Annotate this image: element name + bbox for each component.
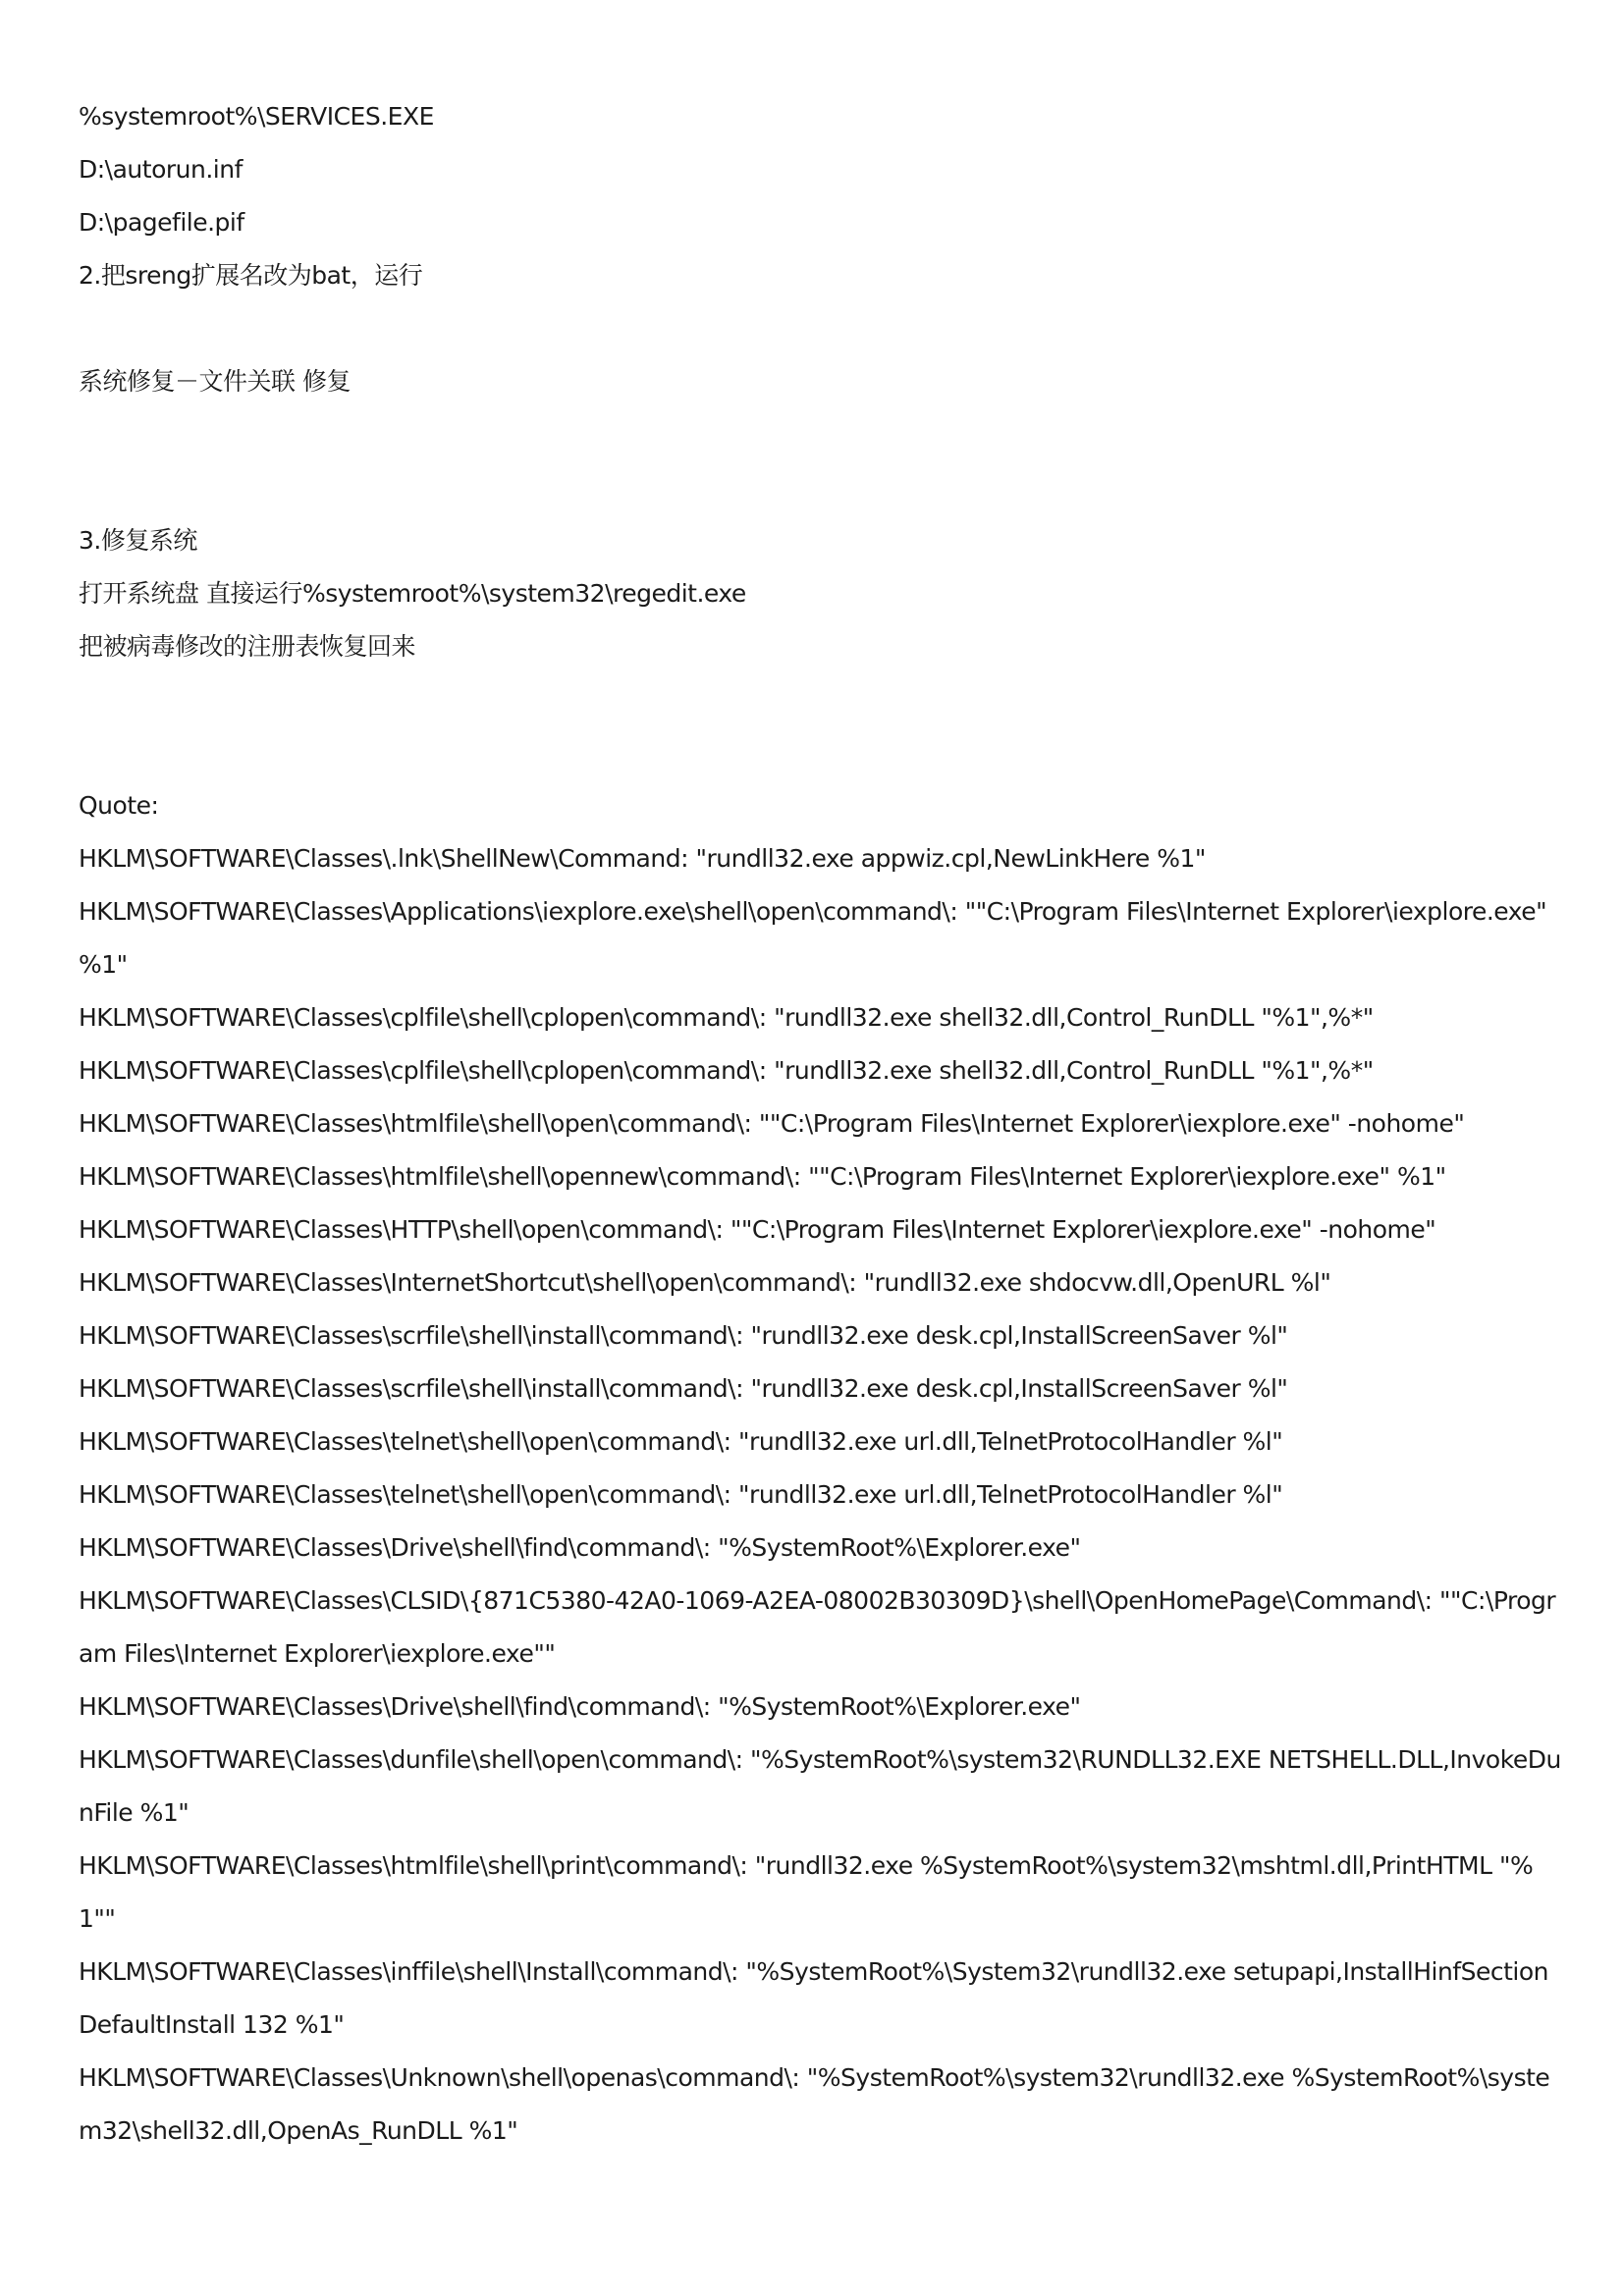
step-3-run-regedit: 打开系统盘 直接运行%systemroot%\system32\regedit.exe: [79, 579, 746, 608]
step-3-restore-registry: 把被病毒修改的注册表恢复回来: [79, 632, 416, 661]
registry-line: HKLM\SOFTWARE\Classes\cplfile\shell\cplopen\command\: "rundll32.exe shell32.dll,Control_RunDLL "%1",%*": [79, 1056, 1374, 1085]
registry-line: HKLM\SOFTWARE\Classes\telnet\shell\open\command\: "rundll32.exe url.dll,TelnetProtocolHandler %l": [79, 1427, 1283, 1456]
registry-line: HKLM\SOFTWARE\Classes\HTTP\shell\open\command\: ""C:\Program Files\Internet Explorer\iexplore.exe" -nohome": [79, 1215, 1436, 1244]
spacer: [79, 673, 1561, 779]
quote-label: Quote:: [79, 791, 159, 820]
registry-line: HKLM\SOFTWARE\Classes\dunfile\shell\open\command\: "%SystemRoot%\system32\RUNDLL32.EXE NETSHELL.DLL,InvokeDunFile %1": [79, 1745, 1561, 1827]
step-2-instruction: 2.把sreng扩展名改为bat，运行: [79, 261, 423, 290]
step-2-detail: 系统修复－文件关联 修复: [79, 367, 351, 396]
spacer: [79, 302, 1561, 355]
path-autorun-inf: D:\autorun.inf: [79, 155, 243, 184]
registry-line: HKLM\SOFTWARE\Classes\scrfile\shell\install\command\: "rundll32.exe desk.cpl,InstallScreenSaver %l": [79, 1374, 1288, 1403]
registry-line: HKLM\SOFTWARE\Classes\Drive\shell\find\command\: "%SystemRoot%\Explorer.exe": [79, 1533, 1081, 1562]
path-pagefile-pif: D:\pagefile.pif: [79, 208, 244, 237]
registry-line: HKLM\SOFTWARE\Classes\htmlfile\shell\print\command\: "rundll32.exe %SystemRoot%\system32\mshtml.dll,PrintHTML "%1"": [79, 1851, 1534, 1933]
registry-quote-block: [79, 832, 1561, 2158]
registry-line: HKLM\SOFTWARE\Classes\inffile\shell\Install\command\: "%SystemRoot%\System32\rundll32.exe setupapi,InstallHinfSection DefaultInstall 132 %1": [79, 1957, 1556, 2039]
registry-line: HKLM\SOFTWARE\Classes\htmlfile\shell\open\command\: ""C:\Program Files\Internet Explorer\iexplore.exe" -nohome": [79, 1109, 1465, 1138]
registry-line: HKLM\SOFTWARE\Classes\InternetShortcut\shell\open\command\: "rundll32.exe shdocvw.dll,OpenURL %l": [79, 1268, 1331, 1297]
document-body: [79, 90, 1561, 2158]
spacer: [79, 408, 1561, 514]
registry-line: HKLM\SOFTWARE\Classes\scrfile\shell\install\command\: "rundll32.exe desk.cpl,InstallScreenSaver %l": [79, 1321, 1288, 1350]
step-3-title: 3.修复系统: [79, 526, 197, 555]
registry-line: HKLM\SOFTWARE\Classes\Unknown\shell\openas\command\: "%SystemRoot%\system32\rundll32.exe %SystemRoot%\system32\shell32.dll,OpenAs_RunDLL %1": [79, 2063, 1550, 2145]
registry-line: HKLM\SOFTWARE\Classes\.lnk\ShellNew\Command: "rundll32.exe appwiz.cpl,NewLinkHere %1": [79, 844, 1206, 873]
registry-line: HKLM\SOFTWARE\Classes\Applications\iexplore.exe\shell\open\command\: ""C:\Program Files\Internet Explorer\iexplore.exe" %1": [79, 897, 1554, 979]
registry-line: HKLM\SOFTWARE\Classes\Drive\shell\find\command\: "%SystemRoot%\Explorer.exe": [79, 1692, 1081, 1721]
path-services-exe: %systemroot%\SERVICES.EXE: [79, 102, 434, 131]
registry-line: HKLM\SOFTWARE\Classes\CLSID\{871C5380-42A0-1069-A2EA-08002B30309D}\shell\OpenHomePage\Command\: ""C:\Program Files\Internet Explorer\iexplore.exe"": [79, 1586, 1556, 1668]
registry-line: HKLM\SOFTWARE\Classes\cplfile\shell\cplopen\command\: "rundll32.exe shell32.dll,Control_RunDLL "%1",%*": [79, 1003, 1374, 1032]
registry-line: HKLM\SOFTWARE\Classes\htmlfile\shell\opennew\command\: ""C:\Program Files\Internet Explorer\iexplore.exe" %1": [79, 1162, 1446, 1191]
registry-line: HKLM\SOFTWARE\Classes\telnet\shell\open\command\: "rundll32.exe url.dll,TelnetProtocolHandler %l": [79, 1480, 1283, 1509]
